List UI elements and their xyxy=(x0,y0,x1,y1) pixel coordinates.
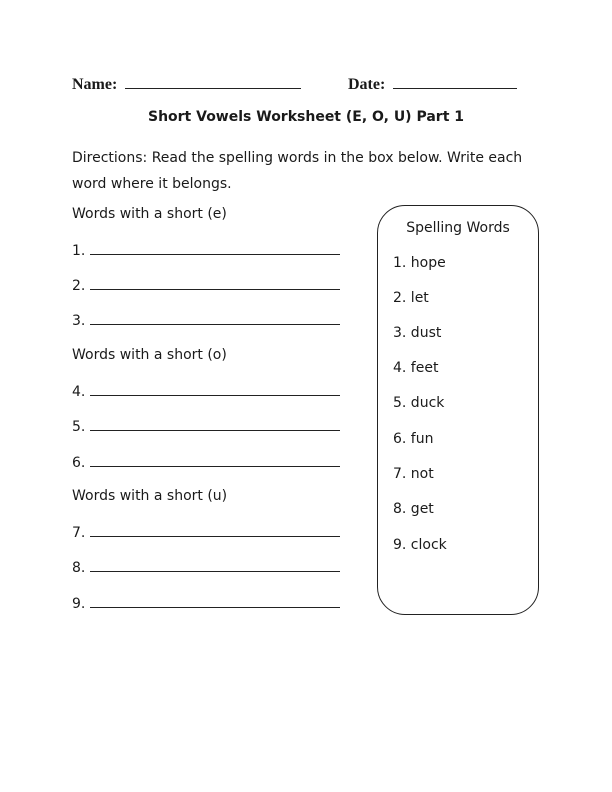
answer-number: 2. xyxy=(72,278,86,294)
name-blank[interactable] xyxy=(125,74,301,89)
spelling-word: 9. clock xyxy=(393,537,447,553)
answer-blank[interactable] xyxy=(90,277,340,290)
date-blank[interactable] xyxy=(393,74,517,89)
answer-line-3[interactable] xyxy=(72,312,340,329)
answer-number: 6. xyxy=(72,455,86,471)
spelling-words-box xyxy=(377,205,539,615)
answer-number: 4. xyxy=(72,384,86,400)
answer-blank[interactable] xyxy=(90,312,340,325)
date-field xyxy=(348,74,517,94)
worksheet-title: Short Vowels Worksheet (E, O, U) Part 1 xyxy=(147,109,465,125)
section-heading-short-o: Words with a short (o) xyxy=(72,347,227,363)
name-field xyxy=(72,74,301,94)
answer-line-9[interactable] xyxy=(72,595,340,612)
answer-number: 9. xyxy=(72,596,86,612)
spelling-word: 5. duck xyxy=(393,395,445,411)
answer-blank[interactable] xyxy=(90,242,340,255)
answer-line-1[interactable] xyxy=(72,242,340,259)
spelling-word: 3. dust xyxy=(393,325,442,341)
answer-line-7[interactable] xyxy=(72,524,340,541)
answer-line-8[interactable] xyxy=(72,559,340,576)
answer-number: 1. xyxy=(72,243,86,259)
answer-line-6[interactable] xyxy=(72,454,340,471)
spelling-word: 1. hope xyxy=(393,255,446,271)
section-heading-short-u: Words with a short (u) xyxy=(72,488,228,504)
answer-line-2[interactable] xyxy=(72,277,340,294)
section-heading-short-e: Words with a short (e) xyxy=(72,206,227,222)
answer-line-5[interactable] xyxy=(72,418,340,435)
answer-number: 8. xyxy=(72,560,86,576)
directions-text: Directions: Read the spelling words in the box below. Write each word where it belongs. xyxy=(72,150,523,192)
answer-blank[interactable] xyxy=(90,595,340,608)
answer-blank[interactable] xyxy=(90,524,340,537)
answer-blank[interactable] xyxy=(90,383,340,396)
answer-blank[interactable] xyxy=(90,454,340,467)
answer-blank[interactable] xyxy=(90,559,340,572)
name-label: Name: xyxy=(72,76,118,93)
spelling-word: 2. let xyxy=(393,290,429,306)
spelling-word: 7. not xyxy=(393,466,434,482)
spelling-word: 8. get xyxy=(393,501,434,517)
answer-blank[interactable] xyxy=(90,418,340,431)
spelling-words-title: Spelling Words xyxy=(406,220,510,236)
spelling-word: 6. fun xyxy=(393,431,434,447)
answer-number: 3. xyxy=(72,313,86,329)
answer-line-4[interactable] xyxy=(72,383,340,400)
date-label: Date: xyxy=(348,76,386,93)
answer-number: 7. xyxy=(72,525,86,541)
spelling-word: 4. feet xyxy=(393,360,439,376)
answer-number: 5. xyxy=(72,419,86,435)
